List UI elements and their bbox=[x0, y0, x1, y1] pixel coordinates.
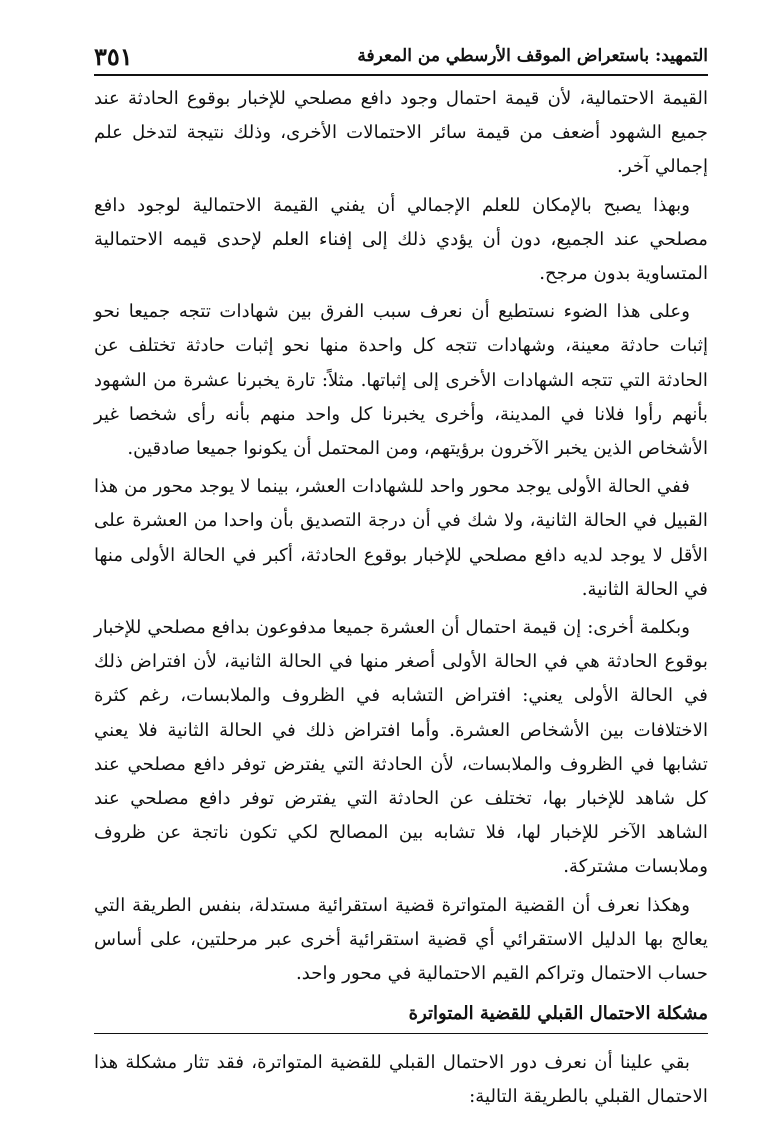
page-number: ٣٥١ bbox=[94, 42, 133, 71]
paragraph-5: وبكلمة أخرى: إن قيمة احتمال أن العشرة جميعا مدفوعون بدافع مصلحي للإخبار بوقوع الحادثة هي في الحالة الأولى أصغر منها في الحالة الثانية، لأن افتراض ذلك في الحالة الأولى يعني: افتراض التشابه في الظروف والملابسات، رغم كثرة الاختلافات بين الأشخاص العشرة. وأما افتراض ذلك في الحالة الثانية فلا يعني تشابها في الظروف والملابسات، لأن الحادثة التي يفترض توفر دافع مصلحي عند كل شاهد للإخبار بها، تختلف عن الحادثة التي يفترض توفر دافع مصلحي عند الشاهد الآخر للإخبار لها، فلا تشابه بين المصالح لكي تكون ناتجة عن ظروف وملابسات مشتركة. bbox=[94, 617, 708, 878]
paragraph-1: القيمة الاحتمالية، لأن قيمة احتمال وجود دافع مصلحي للإخبار بوقوع الحادثة عند جميع الشهود أضعف من قيمة سائر الاحتمالات الأخرى، وذلك نتيجة لتدخل علم إجمالي آخر. bbox=[94, 88, 708, 178]
paragraph-3: وعلى هذا الضوء نستطيع أن نعرف سبب الفرق بين شهادات تتجه جميعا نحو إثبات حادثة معينة، وشهادات تتجه كل واحدة منها نحو إثبات حادثة تختلف عن الحادثة التي تتجه الشهادات الأخرى إلى إثباتها. مثلاً: تارة يخبرنا عشرة من الشهود بأنهم رأوا فلانا في المدينة، وأخرى يخبرنا كل واحد منهم بأنه رأى شخصا غير الأشخاص الذين يخبر الآخرون برؤيتهم، ومن المحتمل أن يكونوا جميعا صادقين. bbox=[94, 301, 708, 460]
chapter-title: التمهيد: باستعراض الموقف الأرسطي من المعرفة bbox=[357, 46, 708, 66]
paragraph-7: بقي علينا أن نعرف دور الاحتمال القبلي للقضية المتواترة، فقد تثار مشكلة هذا الاحتمال القبلي بالطريقة التالية: bbox=[94, 1052, 708, 1108]
running-header bbox=[94, 34, 708, 76]
paragraph-2: وبهذا يصبح بالإمكان للعلم الإجمالي أن يفني القيمة الاحتمالية لوجود دافع مصلحي عند الجميع، دون أن يؤدي ذلك إلى إفناء العلم لإحدى قيمه الاحتمالية المتساوية بدون مرجح. bbox=[94, 194, 708, 285]
section-heading: مشكلة الاحتمال القبلي للقضية المتواترة bbox=[94, 999, 708, 1034]
body-text bbox=[94, 82, 708, 1115]
book-page bbox=[94, 34, 708, 1119]
paragraph-6: وهكذا نعرف أن القضية المتواترة قضية استقرائية مستدلة، بنفس الطريقة التي يعالج بها الدليل الاستقرائي أي قضية استقرائية أخرى عبر مرحلتين، على أساس حساب الاحتمال وتراكم القيم الاحتمالية في محور واحد. bbox=[94, 894, 708, 985]
paragraph-4: ففي الحالة الأولى يوجد محور واحد للشهادات العشر، بينما لا يوجد محور من هذا القبيل في الحالة الثانية، ولا شك في أن درجة التصديق بأن واحدا من العشرة على الأقل لا يوجد لديه دافع مصلحي للإخبار بوقوع الحادثة، أكبر في الحالة الأولى منها في الحالة الثانية. bbox=[94, 476, 708, 600]
